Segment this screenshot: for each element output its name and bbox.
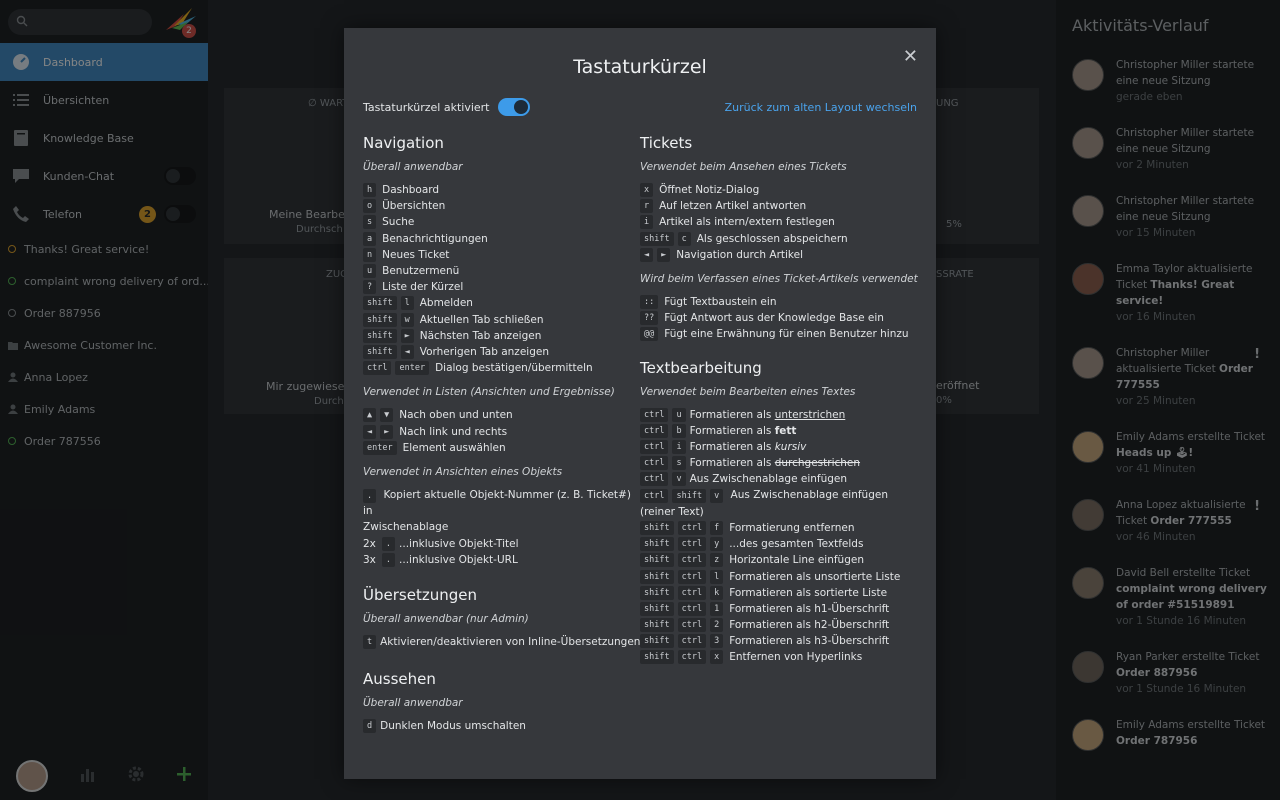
key-cap: ► [657, 248, 670, 262]
key-cap: ctrl [640, 408, 668, 422]
shortcut-row [363, 423, 635, 439]
shortcut-multiplier: 3x [363, 553, 376, 566]
shortcut-list [640, 520, 920, 666]
section-subheading: Verwendet in Listen (Ansichten und Ergebnisse) [363, 386, 615, 399]
key-cap: ► [380, 425, 393, 439]
shortcut-desc: Entfernen von Hyperlinks [729, 651, 863, 664]
section-heading: Übersetzungen [363, 585, 477, 604]
key-cap: w [401, 313, 414, 327]
key-cap: ▼ [380, 408, 393, 422]
old-layout-link[interactable]: Zurück zum alten Layout wechseln [724, 101, 917, 114]
key-cap: h [363, 183, 376, 197]
shortcut-desc: Aktivieren/deaktivieren von Inline-Übersetzungen [380, 635, 641, 648]
shortcut-row [363, 718, 635, 734]
shortcut-row [640, 617, 920, 633]
key-cap: ◄ [640, 248, 653, 262]
shortcut-row [640, 552, 920, 568]
shortcut-row [363, 634, 641, 650]
key-cap: ctrl [678, 570, 706, 584]
section-subheading: Überall anwendbar (nur Admin) [363, 612, 529, 625]
modal-title: Tastaturkürzel [573, 56, 707, 78]
shortcut-row [640, 568, 920, 584]
shortcut-desc: Dialog bestätigen/übermitteln [435, 362, 593, 375]
key-cap: l [401, 296, 414, 310]
key-cap: enter [363, 441, 397, 455]
shortcut-desc: Vorherigen Tab anzeigen [419, 345, 549, 358]
key-cap: i [640, 215, 653, 229]
shortcut-desc: Fügt Textbaustein ein [664, 296, 777, 309]
shortcut-row [363, 182, 635, 198]
key-cap: u [672, 408, 685, 422]
shortcut-desc: Horizontale Line einfügen [729, 554, 864, 567]
shortcut-row [363, 440, 635, 456]
shortcut-desc: Öffnet Notiz-Dialog [659, 184, 760, 197]
key-cap: shift [640, 602, 674, 616]
key-cap: shift [363, 313, 397, 327]
shortcut-desc: ...inklusive Objekt-URL [399, 553, 518, 566]
shortcut-row [363, 407, 635, 423]
shortcut-row [640, 455, 920, 471]
shortcuts-left-column [363, 132, 641, 734]
key-cap: b [672, 424, 685, 438]
shortcut-desc: Liste der Kürzel [382, 281, 464, 294]
shortcut-row [363, 198, 635, 214]
key-cap: u [363, 264, 376, 278]
shortcut-row [640, 471, 920, 487]
shortcut-desc: Benutzermenü [382, 265, 460, 278]
shortcut-desc: Zwischenablage [363, 521, 449, 534]
shortcut-row [640, 487, 920, 519]
key-cap: s [363, 215, 376, 229]
shortcut-desc: Dashboard [382, 184, 440, 197]
key-cap: @@ [640, 327, 658, 341]
key-cap: ? [363, 280, 376, 294]
shortcut-desc: Benachrichtigungen [382, 232, 488, 245]
key-cap: shift [640, 618, 674, 632]
shortcut-desc: Formatieren als [689, 440, 772, 453]
key-cap: ◄ [363, 425, 376, 439]
shortcut-list [363, 407, 635, 456]
key-cap: v [672, 472, 685, 486]
shortcut-row [640, 585, 920, 601]
key-cap: ctrl [640, 456, 668, 470]
key-cap: 2 [710, 618, 723, 632]
key-cap: shift [363, 329, 397, 343]
close-icon[interactable]: ✕ [902, 46, 918, 67]
shortcut-row [640, 649, 920, 665]
key-cap: . [382, 553, 395, 567]
key-cap: r [640, 199, 653, 213]
section-subheading: Wird beim Verfassen eines Ticket-Artikels verwendet [640, 272, 918, 285]
shortcut-desc: Nach oben und unten [399, 409, 513, 422]
key-cap: shift [640, 537, 674, 551]
key-cap: . [382, 537, 395, 551]
shortcut-list [363, 182, 635, 376]
shortcut-desc-emph: kursiv [774, 440, 807, 453]
shortcut-row [363, 295, 635, 311]
shortcut-desc: Formatierung entfernen [729, 521, 855, 534]
key-cap: c [678, 232, 691, 246]
key-cap: f [710, 521, 723, 535]
key-cap: o [363, 199, 376, 213]
section-heading: Navigation [363, 134, 444, 152]
key-cap: ctrl [640, 440, 668, 454]
shortcuts-toggle[interactable] [498, 98, 530, 116]
shortcuts-right-column [640, 132, 920, 666]
key-cap: ctrl [678, 650, 706, 664]
key-cap: . [363, 489, 376, 503]
shortcut-row [640, 520, 920, 536]
key-cap: d [363, 719, 376, 733]
key-cap: n [363, 248, 376, 262]
shortcut-row [640, 231, 920, 247]
shortcut-desc: Formatieren als h3-Überschrift [729, 635, 890, 648]
key-cap: x [710, 650, 723, 664]
key-cap: ◄ [401, 345, 414, 359]
key-cap: a [363, 232, 376, 246]
shortcut-desc: ...des gesamten Textfelds [729, 538, 864, 551]
key-cap: i [672, 440, 685, 454]
key-cap: s [672, 456, 685, 470]
key-cap: ► [401, 329, 414, 343]
key-cap: shift [640, 634, 674, 648]
shortcut-row [640, 601, 920, 617]
key-cap: ctrl [640, 472, 668, 486]
shortcut-desc: Formatieren als h2-Überschrift [729, 619, 890, 632]
section-subheading: Überall anwendbar [363, 696, 463, 709]
key-cap: ?? [640, 311, 658, 325]
key-cap: shift [640, 521, 674, 535]
key-cap: shift [640, 586, 674, 600]
key-cap: ctrl [678, 521, 706, 535]
key-cap: t [363, 635, 376, 649]
shortcut-desc: Als geschlossen abspeichern [696, 232, 848, 245]
shortcut-desc: (reiner Text) [640, 505, 704, 518]
shortcut-row [363, 247, 635, 263]
key-cap: z [710, 553, 723, 567]
key-cap: shift [640, 650, 674, 664]
shortcut-desc: Abmelden [419, 297, 473, 310]
key-cap: shift [672, 489, 706, 503]
shortcut-desc: Formatieren als [689, 424, 772, 437]
shortcut-desc: Neues Ticket [382, 248, 450, 261]
key-cap: ctrl [640, 489, 668, 503]
shortcut-desc: Formatieren als sortierte Liste [729, 586, 888, 599]
shortcut-row [363, 328, 635, 344]
shortcut-desc: ...inklusive Objekt-Titel [399, 537, 519, 550]
section-subheading: Verwendet in Ansichten eines Objekts [363, 465, 563, 478]
shortcut-desc-emph: unterstrichen [774, 408, 846, 421]
shortcut-desc: Aktuellen Tab schließen [419, 313, 544, 326]
shortcut-desc: Formatieren als [689, 457, 772, 470]
section-subheading: Verwendet beim Ansehen eines Tickets [640, 161, 847, 173]
key-cap: ctrl [363, 361, 391, 375]
key-cap: ctrl [678, 618, 706, 632]
shortcut-desc: Aus Zwischenablage einfügen [730, 489, 888, 502]
shortcut-list [640, 182, 920, 263]
shortcut-desc: Aus Zwischenablage einfügen [689, 473, 848, 486]
shortcut-row [363, 312, 635, 328]
key-cap: ▲ [363, 408, 376, 422]
key-cap: ctrl [678, 553, 706, 567]
shortcut-list [640, 294, 920, 343]
shortcuts-toggle-label: Tastaturkürzel aktiviert [363, 100, 490, 114]
shortcut-desc: Artikel als intern/extern festlegen [659, 216, 835, 229]
shortcut-row [363, 360, 635, 376]
shortcut-row [640, 423, 920, 439]
key-cap: k [710, 586, 723, 600]
shortcut-row [363, 344, 635, 360]
shortcut-desc: Auf letzen Artikel antworten [659, 200, 807, 213]
shortcut-row [363, 214, 635, 230]
key-cap: 1 [710, 602, 723, 616]
key-cap: shift [363, 345, 397, 359]
shortcut-row [640, 247, 920, 263]
section-heading: Aussehen [363, 669, 436, 688]
shortcut-row [640, 310, 920, 326]
shortcut-row [640, 633, 920, 649]
key-cap: ctrl [678, 586, 706, 600]
key-cap: ctrl [640, 424, 668, 438]
shortcut-desc: Nach link und rechts [399, 425, 508, 438]
section-heading: Tickets [640, 134, 693, 152]
shortcut-row [363, 535, 635, 551]
shortcut-row [640, 182, 920, 198]
shortcut-row [363, 552, 635, 568]
shortcut-row [640, 536, 920, 552]
shortcut-desc-emph: durchgestrichen [774, 457, 861, 470]
shortcut-row [640, 294, 920, 310]
shortcut-desc: Formatieren als [689, 408, 772, 421]
shortcut-multiplier: 2x [363, 537, 376, 550]
shortcuts-toggle-row [363, 98, 530, 116]
shortcut-row [363, 487, 635, 536]
key-cap: enter [395, 361, 429, 375]
shortcut-desc: Element auswählen [402, 441, 506, 454]
shortcut-desc-emph: fett [774, 424, 797, 437]
shortcut-desc: Kopiert aktuelle Objekt-Nummer (z. B. Ticket#) in [363, 488, 631, 518]
shortcut-desc: Nächsten Tab anzeigen [419, 329, 542, 342]
key-cap: x [640, 183, 653, 197]
key-cap: shift [363, 296, 397, 310]
key-cap: ctrl [678, 537, 706, 551]
key-cap: shift [640, 553, 674, 567]
shortcut-desc: Fügt eine Erwähnung für einen Benutzer hinzu [664, 328, 909, 341]
shortcut-row [640, 214, 920, 230]
shortcut-row [640, 198, 920, 214]
shortcut-row [363, 263, 635, 279]
shortcut-desc: Fügt Antwort aus der Knowledge Base ein [664, 312, 884, 325]
shortcut-desc: Dunklen Modus umschalten [380, 720, 526, 733]
key-cap: 3 [710, 634, 723, 648]
key-cap: l [710, 570, 723, 584]
section-heading: Textbearbeitung [640, 358, 762, 377]
section-subheading: Verwendet beim Bearbeiten eines Textes [640, 385, 856, 398]
shortcut-desc: Navigation durch Artikel [676, 248, 804, 261]
key-cap: shift [640, 232, 674, 246]
key-cap: v [710, 489, 723, 503]
shortcut-row [640, 407, 920, 423]
shortcut-row [363, 279, 635, 295]
key-cap: ctrl [678, 602, 706, 616]
shortcut-desc: Formatieren als unsortierte Liste [729, 570, 901, 583]
key-cap: ctrl [678, 634, 706, 648]
section-subheading: Überall anwendbar [363, 161, 463, 173]
shortcut-row [363, 231, 635, 247]
shortcut-row [640, 439, 920, 455]
key-cap: shift [640, 570, 674, 584]
key-cap: y [710, 537, 723, 551]
shortcut-desc: Suche [382, 216, 415, 229]
shortcut-desc: Übersichten [382, 200, 446, 213]
key-cap: :: [640, 295, 658, 309]
shortcuts-modal [344, 28, 936, 779]
shortcut-row [640, 326, 920, 342]
shortcut-desc: Formatieren als h1-Überschrift [729, 602, 890, 615]
